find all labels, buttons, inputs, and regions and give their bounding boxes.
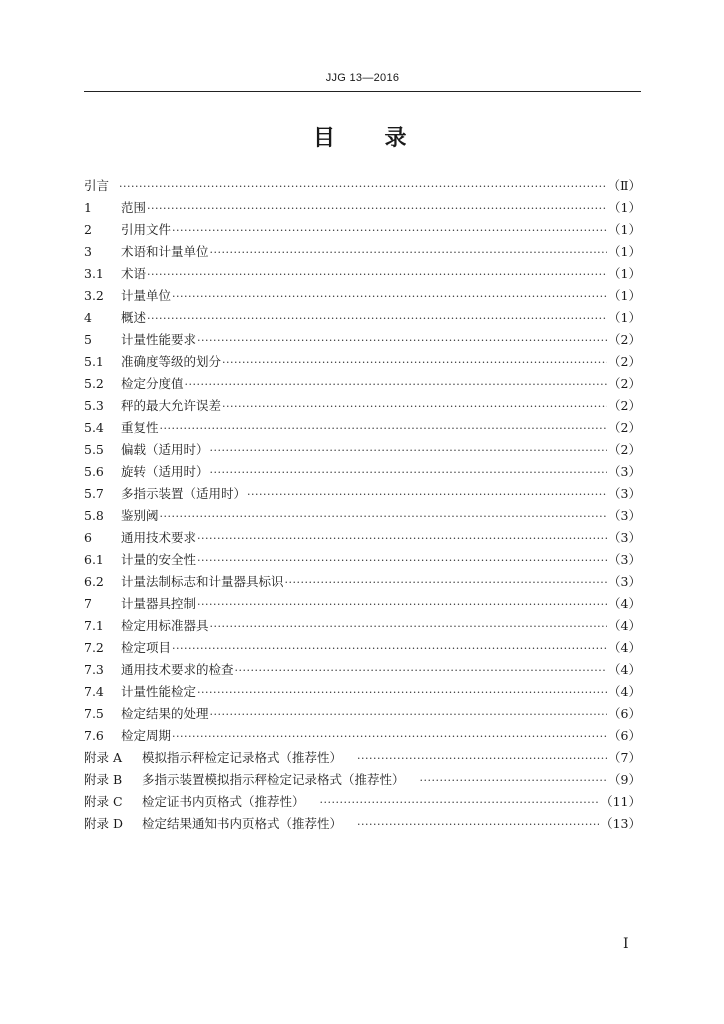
toc-entry-title: 范围: [121, 200, 147, 215]
toc-entry-number: 5.2: [84, 376, 104, 391]
toc-entry-number: 附录 D: [84, 816, 123, 831]
toc-entry-title: 术语和计量单位: [121, 244, 209, 259]
toc-entry-page: （2）: [608, 332, 641, 347]
toc-entry[interactable]: [84, 285, 641, 307]
toc-entry-page: （4）: [608, 662, 641, 677]
toc-dot-leader: [197, 330, 607, 351]
toc-entry-number: 引言: [84, 178, 110, 193]
toc-entry-title: 计量法制标志和计量器具标识: [121, 574, 284, 589]
toc-entry-title: 计量器具控制: [121, 596, 197, 611]
toc-dot-leader: [247, 484, 607, 505]
toc-entry-title: 模拟指示秤检定记录格式（推荐性）: [142, 750, 343, 765]
toc-entry-number: 5: [84, 332, 92, 347]
toc-entry-title: 检定结果通知书内页格式（推荐性）: [142, 816, 343, 831]
toc-entry-page: （7）: [608, 750, 641, 765]
toc-entry[interactable]: [84, 219, 641, 241]
toc-dot-leader: [222, 396, 607, 417]
toc-entry-number: 7.5: [84, 706, 104, 721]
toc-entry-title: 旋转（适用时）: [121, 464, 209, 479]
toc-entry-title: 通用技术要求: [121, 530, 197, 545]
toc-dot-leader: [160, 506, 608, 527]
toc-entry-number: 2: [84, 222, 92, 237]
toc-entry-page: （3）: [608, 486, 641, 501]
toc-entry-title: 检定用标准器具: [121, 618, 209, 633]
toc-entry-number: 7.4: [84, 684, 104, 699]
toc-entry-page: （3）: [608, 552, 641, 567]
toc-dot-leader: [119, 176, 607, 197]
toc-entry[interactable]: [84, 813, 641, 835]
toc-entry[interactable]: [84, 637, 641, 659]
toc-entry[interactable]: [84, 439, 641, 461]
toc-entry-number: 5.1: [84, 354, 104, 369]
toc-entry-page: （11）: [600, 794, 641, 809]
toc-entry-title: 引用文件: [121, 222, 172, 237]
toc-dot-leader: [222, 352, 607, 373]
toc-entry-title: 通用技术要求的检查: [121, 662, 234, 677]
toc-entry-number: 6.2: [84, 574, 104, 589]
toc-dot-leader: [210, 616, 608, 637]
toc-entry[interactable]: [84, 197, 641, 219]
toc-dot-leader: [197, 682, 607, 703]
toc-entry-page: （4）: [608, 640, 641, 655]
toc-dot-leader: [172, 638, 607, 659]
toc-entry[interactable]: [84, 241, 641, 263]
toc-entry[interactable]: [84, 725, 641, 747]
toc-entry-number: 3.1: [84, 266, 104, 281]
toc-entry-page: （3）: [608, 530, 641, 545]
header-rule: [84, 91, 641, 92]
toc-entry-number: 7.1: [84, 618, 104, 633]
toc-entry[interactable]: [84, 549, 641, 571]
toc-dot-leader: [185, 374, 608, 395]
toc-entry-number: 7.3: [84, 662, 104, 677]
toc-entry-page: （6）: [608, 706, 641, 721]
toc-entry[interactable]: [84, 483, 641, 505]
toc-entry-page: （6）: [608, 728, 641, 743]
toc-entry-title: 多指示装置（适用时）: [121, 486, 247, 501]
toc-entry-title: 秤的最大允许误差: [121, 398, 222, 413]
toc-dot-leader: [160, 418, 608, 439]
toc-entry-page: （2）: [608, 354, 641, 369]
toc-entry-page: （1）: [608, 288, 641, 303]
toc-entry-page: （4）: [608, 618, 641, 633]
toc-entry-title: 概述: [121, 310, 147, 325]
toc-entry-page: （4）: [608, 596, 641, 611]
toc-dot-leader: [172, 286, 607, 307]
page-number: I: [623, 936, 629, 952]
toc-entry-title: 检定结果的处理: [121, 706, 209, 721]
toc-entry-title: 检定证书内页格式（推荐性）: [142, 794, 305, 809]
toc-entry[interactable]: [84, 307, 641, 329]
toc-dot-leader: [210, 462, 608, 483]
toc-title: [84, 121, 641, 152]
toc-entry-page: （9）: [608, 772, 641, 787]
toc-dot-leader: [357, 748, 607, 769]
toc-entry-page: （13）: [600, 816, 641, 831]
toc-entry-number: 3: [84, 244, 92, 259]
toc-entry-number: 4: [84, 310, 92, 325]
toc-entry-title: 鉴别阈: [121, 508, 159, 523]
toc-dot-leader: [420, 770, 608, 791]
toc-dot-leader: [147, 264, 607, 285]
toc-entry[interactable]: [84, 615, 641, 637]
toc-dot-leader: [320, 792, 600, 813]
toc-entry[interactable]: [84, 175, 641, 197]
toc-entry[interactable]: [84, 505, 641, 527]
toc-entry-page: （4）: [608, 684, 641, 699]
toc-entry-page: （1）: [608, 244, 641, 259]
page-header: JJG 13—2016: [325, 72, 400, 84]
toc-entry-number: 6.1: [84, 552, 104, 567]
toc-entry-number: 5.7: [84, 486, 104, 501]
toc-entry-number: 6: [84, 530, 92, 545]
toc-entry[interactable]: [84, 791, 641, 813]
toc-dot-leader: [197, 550, 607, 571]
toc-entry-page: （1）: [608, 200, 641, 215]
toc-entry[interactable]: [84, 527, 641, 549]
toc-entry[interactable]: [84, 681, 641, 703]
toc-entry-number: 5.4: [84, 420, 104, 435]
toc-dot-leader: [147, 308, 607, 329]
toc-dot-leader: [235, 660, 608, 681]
toc-dot-leader: [357, 814, 599, 835]
toc-entry[interactable]: [84, 593, 641, 615]
table-of-contents: [84, 175, 641, 835]
toc-entry[interactable]: [84, 571, 641, 593]
toc-entry-number: 7.6: [84, 728, 104, 743]
toc-dot-leader: [210, 704, 608, 725]
toc-entry-number: 5.5: [84, 442, 104, 457]
toc-entry-title: 偏载（适用时）: [121, 442, 209, 457]
toc-entry-number: 5.3: [84, 398, 104, 413]
toc-entry[interactable]: [84, 659, 641, 681]
toc-entry[interactable]: [84, 263, 641, 285]
toc-entry-number: 3.2: [84, 288, 104, 303]
toc-dot-leader: [197, 594, 607, 615]
toc-entry[interactable]: [84, 373, 641, 395]
toc-entry-number: 5.8: [84, 508, 104, 523]
toc-entry-page: （1）: [608, 222, 641, 237]
toc-entry-number: 7.2: [84, 640, 104, 655]
toc-dot-leader: [285, 572, 608, 593]
toc-title-right: 录: [384, 125, 413, 151]
toc-entry[interactable]: [84, 747, 641, 769]
toc-entry-page: （2）: [608, 442, 641, 457]
toc-entry-title: 多指示装置模拟指示秤检定记录格式（推荐性）: [142, 772, 405, 787]
toc-entry-title: 检定项目: [121, 640, 172, 655]
toc-dot-leader: [172, 220, 607, 241]
toc-entry-page: （3）: [608, 508, 641, 523]
toc-entry-number: 附录 B: [84, 772, 123, 787]
toc-entry-page: （2）: [608, 398, 641, 413]
toc-entry-page: （1）: [608, 266, 641, 281]
toc-entry-title: 计量性能要求: [121, 332, 197, 347]
toc-dot-leader: [210, 242, 608, 263]
toc-entry-number: 附录 C: [84, 794, 123, 809]
toc-entry-number: 1: [84, 200, 92, 215]
toc-title-left: 目: [312, 125, 341, 151]
toc-dot-leader: [172, 726, 607, 747]
toc-entry[interactable]: [84, 329, 641, 351]
toc-entry[interactable]: [84, 703, 641, 725]
toc-dot-leader: [210, 440, 608, 461]
toc-entry-page: （2）: [608, 420, 641, 435]
toc-entry[interactable]: [84, 395, 641, 417]
toc-entry[interactable]: [84, 351, 641, 373]
toc-entry-number: 附录 A: [84, 750, 123, 765]
toc-entry[interactable]: [84, 769, 641, 791]
toc-entry-title: 重复性: [121, 420, 159, 435]
toc-entry-page: （3）: [608, 464, 641, 479]
toc-entry-title: 检定周期: [121, 728, 172, 743]
toc-entry-page: （1）: [608, 310, 641, 325]
toc-dot-leader: [197, 528, 607, 549]
toc-entry-number: 7: [84, 596, 92, 611]
toc-entry-page: （Ⅱ）: [607, 178, 641, 193]
toc-dot-leader: [147, 198, 607, 219]
toc-entry-page: （3）: [608, 574, 641, 589]
toc-entry-title: 计量的安全性: [121, 552, 197, 567]
toc-entry-title: 准确度等级的划分: [121, 354, 222, 369]
toc-entry-page: （2）: [608, 376, 641, 391]
toc-entry-title: 术语: [121, 266, 147, 281]
toc-entry-title: 计量性能检定: [121, 684, 197, 699]
toc-entry[interactable]: [84, 417, 641, 439]
toc-entry-number: 5.6: [84, 464, 104, 479]
toc-entry-title: 检定分度值: [121, 376, 184, 391]
toc-entry[interactable]: [84, 461, 641, 483]
toc-entry-title: 计量单位: [121, 288, 172, 303]
